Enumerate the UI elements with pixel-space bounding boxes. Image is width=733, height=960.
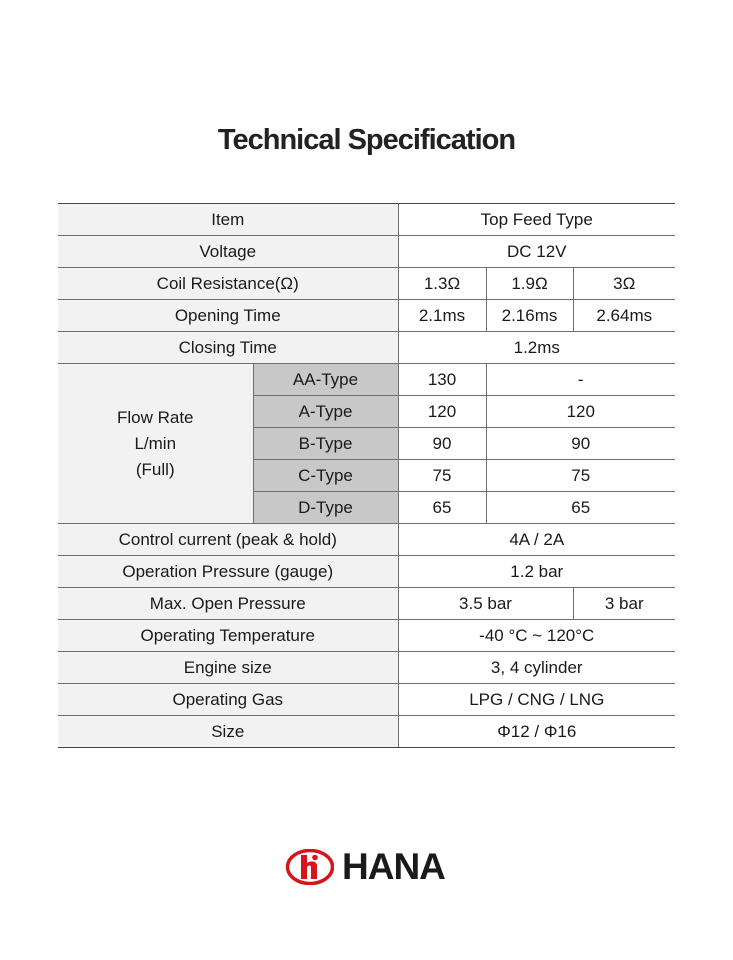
opening-label: Opening Time (58, 300, 398, 332)
operation-pressure-row (58, 556, 675, 588)
flow-type: A-Type (253, 396, 398, 428)
flow-value: 120 (486, 396, 675, 428)
operating-gas-label: Operating Gas (58, 684, 398, 716)
operating-gas-row (58, 684, 675, 716)
control-current-label: Control current (peak & hold) (58, 524, 398, 556)
max-open-pressure-value: 3 bar (573, 588, 675, 620)
coil-value: 1.3Ω (398, 268, 486, 300)
flow-type: B-Type (253, 428, 398, 460)
flow-value: 90 (486, 428, 675, 460)
operation-pressure-value: 1.2 bar (398, 556, 675, 588)
max-open-pressure-label: Max. Open Pressure (58, 588, 398, 620)
flow-label-line: (Full) (135, 459, 175, 479)
header-row (58, 204, 675, 236)
control-current-row (58, 524, 675, 556)
flow-value: 90 (398, 428, 486, 460)
opening-row (58, 300, 675, 332)
spec-table (58, 203, 675, 748)
hana-logo (286, 846, 450, 888)
logo-text: HANA (342, 846, 445, 887)
coil-value: 3Ω (573, 268, 675, 300)
flow-value: - (486, 364, 675, 396)
opening-value: 2.64ms (573, 300, 675, 332)
flow-type: AA-Type (253, 364, 398, 396)
operation-pressure-label: Operation Pressure (gauge) (58, 556, 398, 588)
flow-label-line: Flow Rate (116, 407, 194, 427)
opening-value: 2.16ms (486, 300, 573, 332)
coil-value: 1.9Ω (486, 268, 573, 300)
flow-value: 65 (486, 492, 675, 524)
coil-label: Coil Resistance(Ω) (58, 268, 398, 300)
flow-value: 130 (398, 364, 486, 396)
operating-gas-value: LPG / CNG / LNG (398, 684, 675, 716)
voltage-row (58, 236, 675, 268)
operating-temperature-row (58, 620, 675, 652)
flow-row (58, 364, 675, 396)
flow-value: 120 (398, 396, 486, 428)
engine-size-label: Engine size (58, 652, 398, 684)
engine-size-value: 3, 4 cylinder (398, 652, 675, 684)
size-label: Size (58, 716, 398, 748)
hana-logo-icon (286, 849, 334, 885)
size-value: Φ12 / Φ16 (398, 716, 675, 748)
closing-row (58, 332, 675, 364)
operating-temperature-label: Operating Temperature (58, 620, 398, 652)
voltage-label: Voltage (58, 236, 398, 268)
flow-value: 75 (398, 460, 486, 492)
flow-label (58, 364, 253, 524)
flow-label-line: L/min (134, 433, 177, 453)
max-open-pressure-value: 3.5 bar (398, 588, 573, 620)
coil-row (58, 268, 675, 300)
flow-type: C-Type (253, 460, 398, 492)
flow-type: D-Type (253, 492, 398, 524)
control-current-value: 4A / 2A (398, 524, 675, 556)
max-open-pressure-row (58, 588, 675, 620)
size-row (58, 716, 675, 748)
opening-value: 2.1ms (398, 300, 486, 332)
voltage-value: DC 12V (398, 236, 675, 268)
header-type: Top Feed Type (398, 204, 675, 236)
flow-value: 75 (486, 460, 675, 492)
closing-label: Closing Time (58, 332, 398, 364)
operating-temperature-value: -40 °C ~ 120°C (398, 620, 675, 652)
header-item: Item (58, 204, 398, 236)
page-title: Technical Specification (217, 124, 516, 156)
flow-value: 65 (398, 492, 486, 524)
engine-size-row (58, 652, 675, 684)
closing-value: 1.2ms (398, 332, 675, 364)
